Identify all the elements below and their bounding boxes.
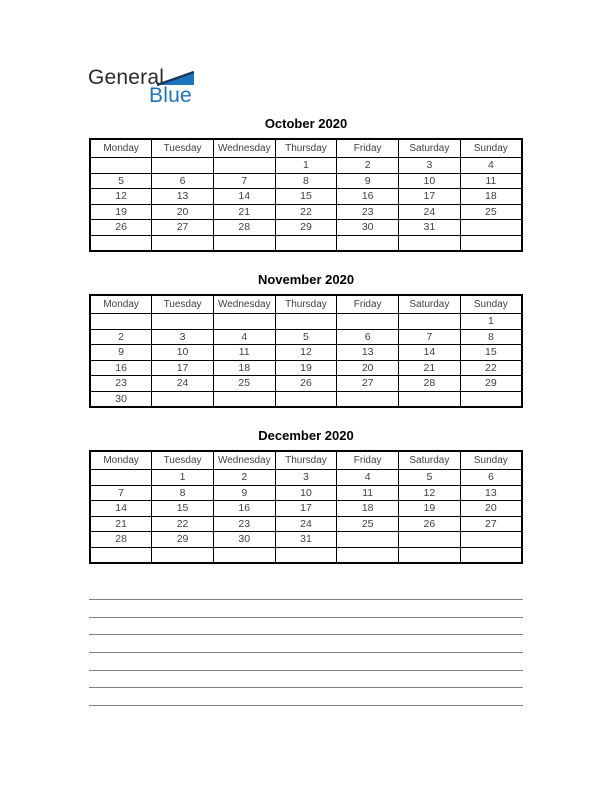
day-cell: 8 xyxy=(275,173,337,189)
day-cell: 27 xyxy=(337,376,399,392)
week-row xyxy=(90,158,522,174)
empty-day-cell xyxy=(460,235,522,251)
day-cell: 25 xyxy=(337,516,399,532)
weekday-header: Sunday xyxy=(460,139,522,158)
day-cell: 30 xyxy=(90,391,152,407)
day-cell: 23 xyxy=(337,204,399,220)
weekday-header: Tuesday xyxy=(152,295,214,314)
day-cell: 1 xyxy=(152,470,214,486)
day-cell: 15 xyxy=(152,501,214,517)
weekday-header: Thursday xyxy=(275,139,337,158)
day-cell: 15 xyxy=(275,189,337,205)
day-cell: 4 xyxy=(460,158,522,174)
day-cell: 6 xyxy=(337,329,399,345)
empty-day-cell xyxy=(213,391,275,407)
day-cell: 19 xyxy=(275,360,337,376)
weekday-header: Tuesday xyxy=(152,451,214,470)
day-cell: 16 xyxy=(337,189,399,205)
weekday-header: Monday xyxy=(90,295,152,314)
day-cell: 21 xyxy=(213,204,275,220)
weekday-header: Friday xyxy=(337,451,399,470)
day-cell: 25 xyxy=(460,204,522,220)
week-row xyxy=(90,532,522,548)
note-line xyxy=(89,599,523,600)
day-cell: 3 xyxy=(275,470,337,486)
month-calendar xyxy=(89,115,523,252)
empty-day-cell xyxy=(399,391,461,407)
week-row xyxy=(90,314,522,330)
day-cell: 13 xyxy=(152,189,214,205)
note-line xyxy=(89,652,523,653)
day-cell: 10 xyxy=(399,173,461,189)
weekday-header: Friday xyxy=(337,139,399,158)
weekday-header: Monday xyxy=(90,139,152,158)
day-cell: 12 xyxy=(90,189,152,205)
day-cell: 8 xyxy=(152,485,214,501)
day-cell: 4 xyxy=(213,329,275,345)
month-title: October 2020 xyxy=(264,116,348,131)
empty-day-cell xyxy=(275,391,337,407)
weekday-header: Sunday xyxy=(460,295,522,314)
day-cell: 11 xyxy=(213,345,275,361)
day-cell: 13 xyxy=(460,485,522,501)
day-cell: 13 xyxy=(337,345,399,361)
weekday-header: Monday xyxy=(90,451,152,470)
day-cell: 12 xyxy=(399,485,461,501)
empty-day-cell xyxy=(460,220,522,236)
empty-day-cell xyxy=(152,314,214,330)
day-cell: 21 xyxy=(90,516,152,532)
day-cell: 7 xyxy=(90,485,152,501)
empty-day-cell xyxy=(213,235,275,251)
empty-day-cell xyxy=(90,470,152,486)
weekday-header: Wednesday xyxy=(213,295,275,314)
empty-day-cell xyxy=(337,235,399,251)
empty-day-cell xyxy=(90,547,152,563)
weekday-header: Sunday xyxy=(460,451,522,470)
empty-day-cell xyxy=(90,158,152,174)
weekday-header: Saturday xyxy=(399,139,461,158)
month-title: November 2020 xyxy=(257,272,355,287)
calendar-table xyxy=(89,450,523,564)
weekday-header: Tuesday xyxy=(152,139,214,158)
week-row xyxy=(90,204,522,220)
week-row xyxy=(90,360,522,376)
week-row xyxy=(90,391,522,407)
day-cell: 16 xyxy=(213,501,275,517)
week-row xyxy=(90,173,522,189)
day-cell: 17 xyxy=(152,360,214,376)
day-cell: 20 xyxy=(460,501,522,517)
empty-day-cell xyxy=(399,532,461,548)
day-cell: 3 xyxy=(399,158,461,174)
weekday-header: Saturday xyxy=(399,451,461,470)
day-cell: 15 xyxy=(460,345,522,361)
day-cell: 31 xyxy=(399,220,461,236)
day-cell: 12 xyxy=(275,345,337,361)
week-row xyxy=(90,547,522,563)
note-line xyxy=(89,670,523,671)
empty-day-cell xyxy=(460,532,522,548)
empty-day-cell xyxy=(213,158,275,174)
day-cell: 16 xyxy=(90,360,152,376)
empty-day-cell xyxy=(460,547,522,563)
week-row xyxy=(90,501,522,517)
day-cell: 18 xyxy=(213,360,275,376)
day-cell: 20 xyxy=(337,360,399,376)
day-cell: 11 xyxy=(460,173,522,189)
week-row xyxy=(90,329,522,345)
day-cell: 17 xyxy=(275,501,337,517)
note-line xyxy=(89,705,523,706)
week-row xyxy=(90,376,522,392)
weekday-header: Wednesday xyxy=(213,139,275,158)
day-cell: 24 xyxy=(275,516,337,532)
day-cell: 25 xyxy=(213,376,275,392)
day-cell: 19 xyxy=(90,204,152,220)
empty-day-cell xyxy=(152,391,214,407)
day-cell: 17 xyxy=(399,189,461,205)
day-cell: 30 xyxy=(213,532,275,548)
day-cell: 14 xyxy=(399,345,461,361)
month-calendar xyxy=(89,427,523,564)
day-cell: 24 xyxy=(399,204,461,220)
day-cell: 31 xyxy=(275,532,337,548)
empty-day-cell xyxy=(275,314,337,330)
empty-day-cell xyxy=(337,391,399,407)
empty-day-cell xyxy=(152,235,214,251)
weekday-header: Friday xyxy=(337,295,399,314)
day-cell: 7 xyxy=(399,329,461,345)
empty-day-cell xyxy=(275,235,337,251)
day-cell: 6 xyxy=(152,173,214,189)
weekday-header-row xyxy=(90,451,522,470)
day-cell: 9 xyxy=(213,485,275,501)
day-cell: 26 xyxy=(90,220,152,236)
week-row xyxy=(90,485,522,501)
day-cell: 11 xyxy=(337,485,399,501)
empty-day-cell xyxy=(337,532,399,548)
empty-day-cell xyxy=(337,314,399,330)
week-row xyxy=(90,516,522,532)
empty-day-cell xyxy=(213,314,275,330)
empty-day-cell xyxy=(152,547,214,563)
day-cell: 27 xyxy=(460,516,522,532)
day-cell: 22 xyxy=(460,360,522,376)
day-cell: 10 xyxy=(152,345,214,361)
day-cell: 18 xyxy=(337,501,399,517)
week-row xyxy=(90,235,522,251)
empty-day-cell xyxy=(399,547,461,563)
day-cell: 28 xyxy=(399,376,461,392)
weekday-header: Wednesday xyxy=(213,451,275,470)
empty-day-cell xyxy=(152,158,214,174)
empty-day-cell xyxy=(90,235,152,251)
day-cell: 26 xyxy=(275,376,337,392)
day-cell: 2 xyxy=(337,158,399,174)
month-title: December 2020 xyxy=(258,428,354,443)
empty-day-cell xyxy=(275,547,337,563)
day-cell: 7 xyxy=(213,173,275,189)
day-cell: 2 xyxy=(213,470,275,486)
day-cell: 29 xyxy=(460,376,522,392)
day-cell: 10 xyxy=(275,485,337,501)
day-cell: 3 xyxy=(152,329,214,345)
day-cell: 14 xyxy=(90,501,152,517)
day-cell: 1 xyxy=(275,158,337,174)
logo-text-blue: Blue xyxy=(149,84,192,107)
day-cell: 5 xyxy=(399,470,461,486)
empty-day-cell xyxy=(337,547,399,563)
day-cell: 22 xyxy=(152,516,214,532)
week-row xyxy=(90,470,522,486)
day-cell: 27 xyxy=(152,220,214,236)
day-cell: 19 xyxy=(399,501,461,517)
calendar-table xyxy=(89,294,523,408)
day-cell: 6 xyxy=(460,470,522,486)
day-cell: 28 xyxy=(90,532,152,548)
day-cell: 18 xyxy=(460,189,522,205)
day-cell: 23 xyxy=(90,376,152,392)
day-cell: 14 xyxy=(213,189,275,205)
empty-day-cell xyxy=(460,391,522,407)
day-cell: 5 xyxy=(90,173,152,189)
day-cell: 2 xyxy=(90,329,152,345)
day-cell: 26 xyxy=(399,516,461,532)
day-cell: 1 xyxy=(460,314,522,330)
day-cell: 22 xyxy=(275,204,337,220)
day-cell: 21 xyxy=(399,360,461,376)
weekday-header: Saturday xyxy=(399,295,461,314)
empty-day-cell xyxy=(399,314,461,330)
day-cell: 28 xyxy=(213,220,275,236)
weekday-header: Thursday xyxy=(275,451,337,470)
weekday-header-row xyxy=(90,139,522,158)
notes-area xyxy=(89,599,523,709)
calendar-table xyxy=(89,138,523,252)
weekday-header-row xyxy=(90,295,522,314)
day-cell: 30 xyxy=(337,220,399,236)
month-calendar xyxy=(89,271,523,408)
day-cell: 4 xyxy=(337,470,399,486)
note-line xyxy=(89,687,523,688)
day-cell: 23 xyxy=(213,516,275,532)
day-cell: 24 xyxy=(152,376,214,392)
empty-day-cell xyxy=(399,235,461,251)
week-row xyxy=(90,220,522,236)
day-cell: 29 xyxy=(152,532,214,548)
day-cell: 8 xyxy=(460,329,522,345)
note-line xyxy=(89,634,523,635)
empty-day-cell xyxy=(213,547,275,563)
week-row xyxy=(90,189,522,205)
weekday-header: Thursday xyxy=(275,295,337,314)
logo-text-general: General xyxy=(88,66,165,89)
day-cell: 29 xyxy=(275,220,337,236)
empty-day-cell xyxy=(90,314,152,330)
day-cell: 5 xyxy=(275,329,337,345)
day-cell: 9 xyxy=(90,345,152,361)
day-cell: 20 xyxy=(152,204,214,220)
note-line xyxy=(89,617,523,618)
day-cell: 9 xyxy=(337,173,399,189)
week-row xyxy=(90,345,522,361)
